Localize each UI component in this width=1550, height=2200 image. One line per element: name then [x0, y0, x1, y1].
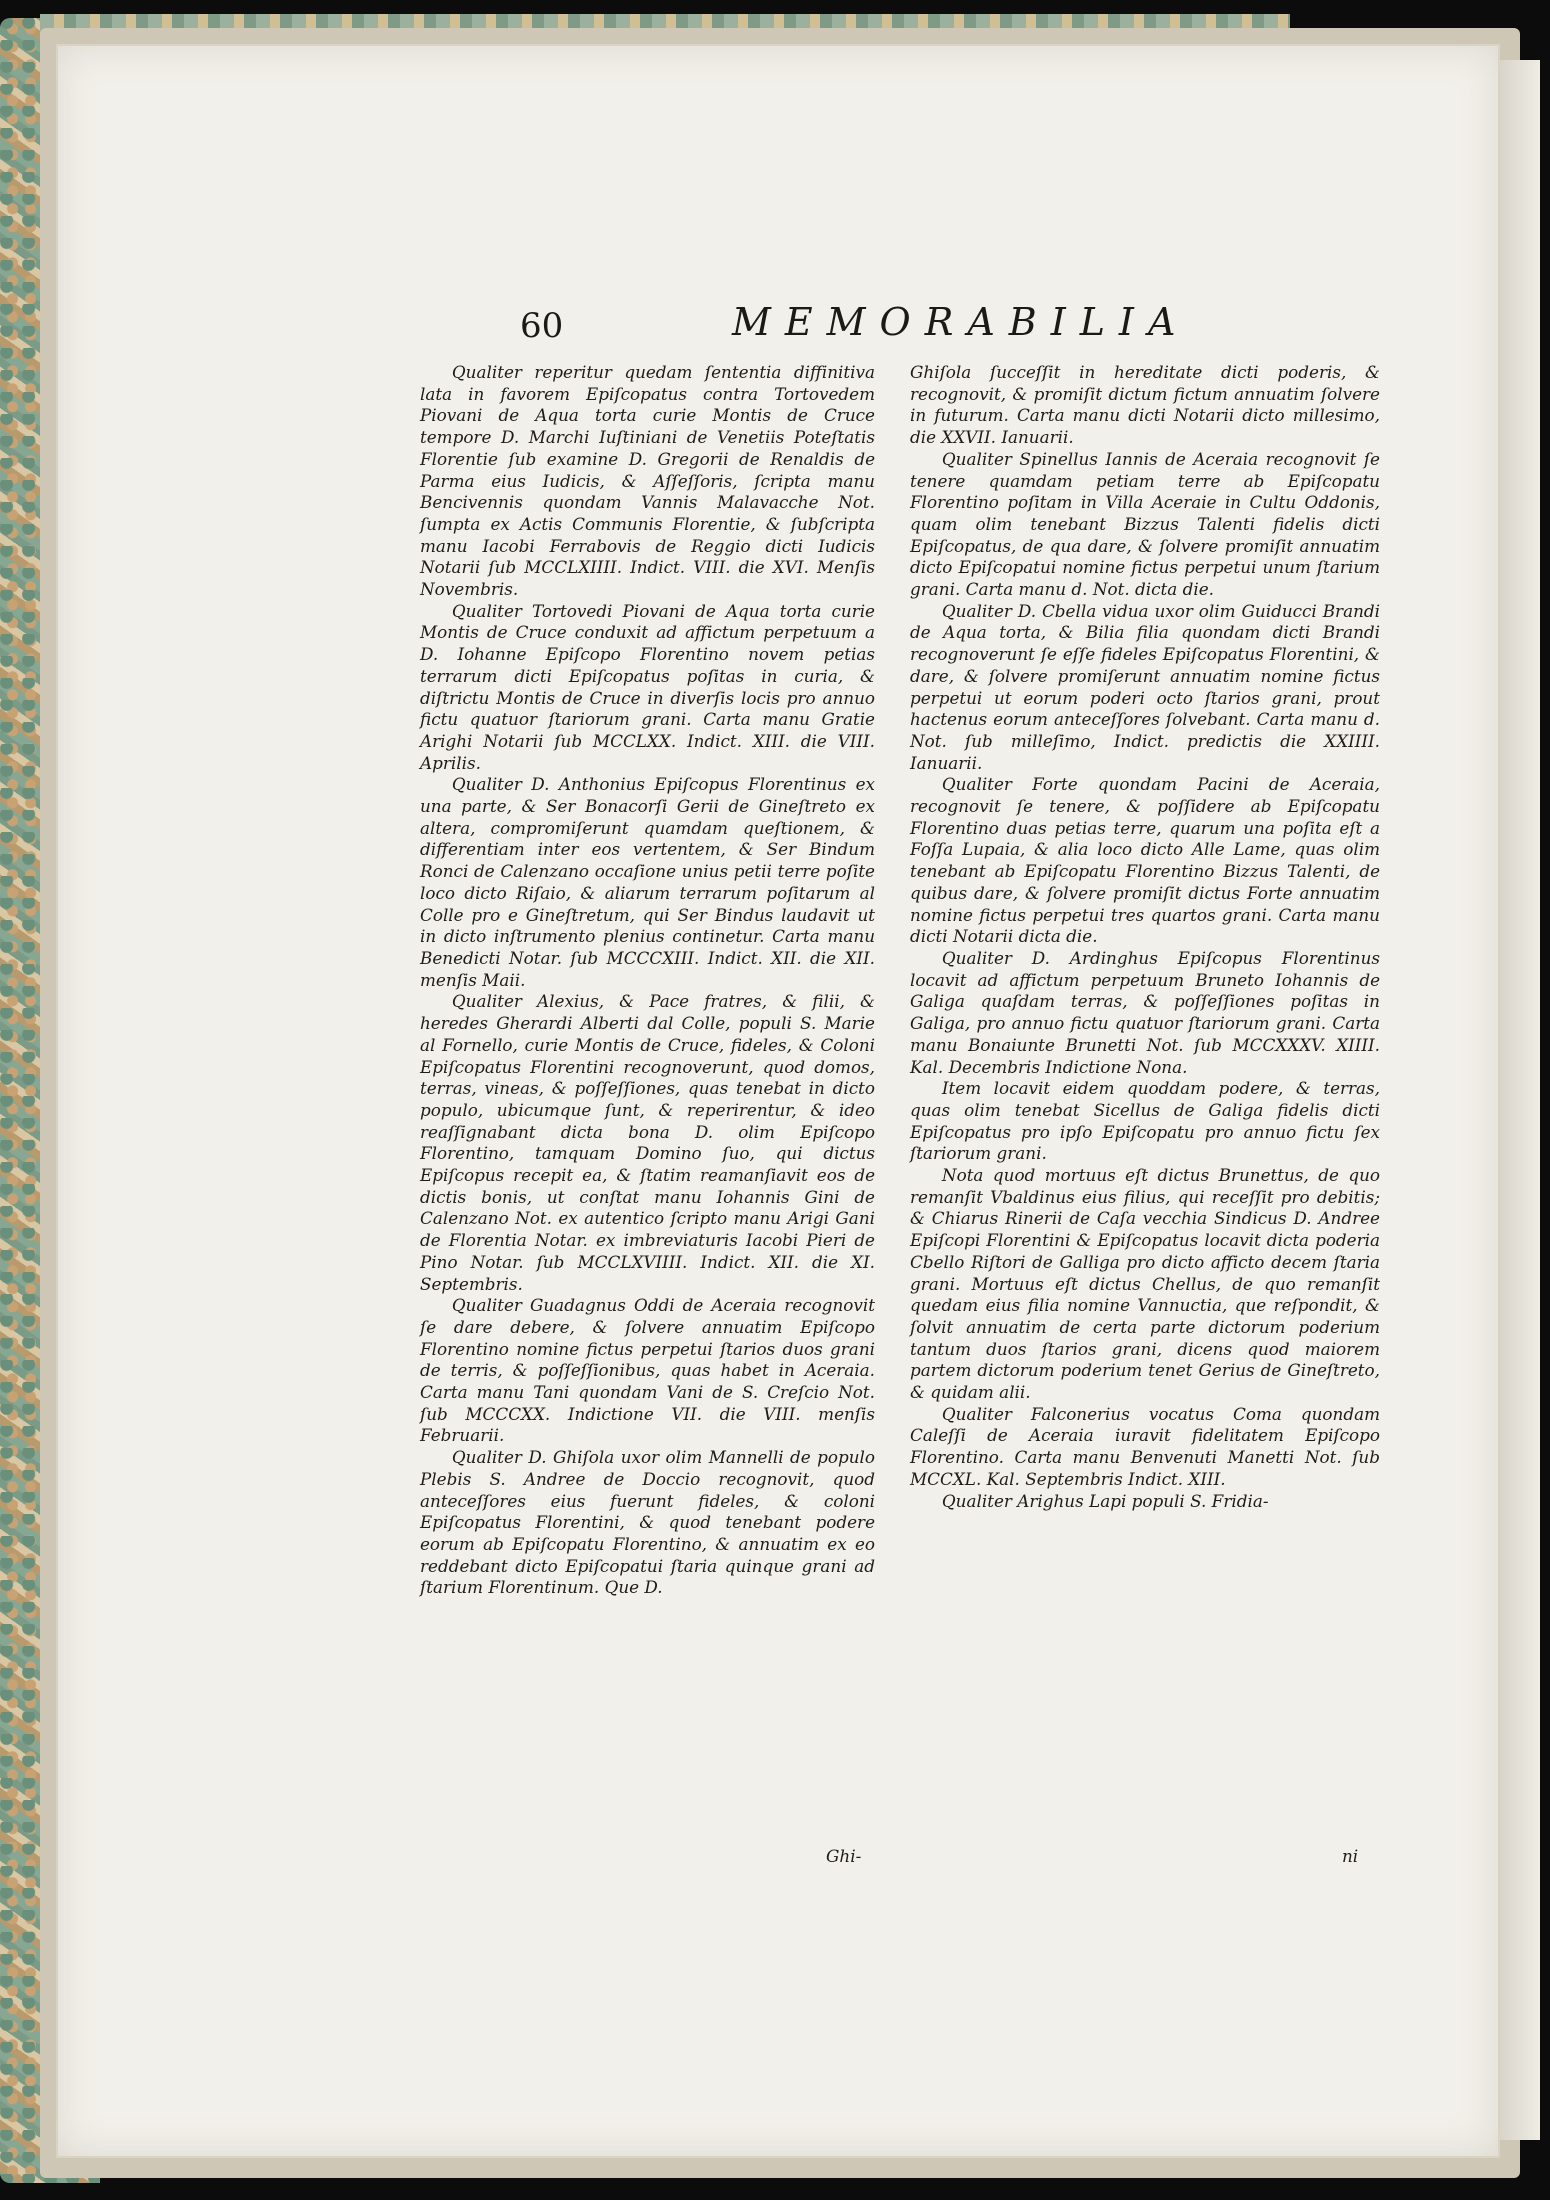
- entry-paragraph: Qualiter reperitur quedam ſententia diffinitiva lata in favorem Epiſcopatus contra Tortovedem Piovani de Aqua torta curie Montis de Cruce tempore D. Marchi Iuſtiniani de Venetiis Poteſtatis Florentie ſub examine D. Gregorii de Renaldis de Parma eius Iudicis, & Aſſeſſoris, ſcripta manu Bencivennis quondam Vannis Malavacche Not. ſumpta ex Actis Communis Florentie, & ſubſcripta manu Iacobi Ferrabovis de Reggio dicti Iudicis Notarii ſub MCCLXIIII. Indict. VIII. die XVI. Menſis Novembris.: [420, 362, 875, 600]
- entry-paragraph: Qualiter Forte quondam Pacini de Aceraia, recognovit ſe tenere, & poſſidere ab Epiſcopatu Florentino duas petias terre, quarum una poſita eſt a Foſſa Lupaia, & alia loco dicto Alle Lame, quas olim tenebant ab Epiſcopatu Florentino Bizzus Talenti, de quibus dare, & ſolvere promiſit dictus Forte annuatim nomine fictus perpetui tres quartos grani. Carta manu dicti Notarii dicta die.: [910, 774, 1380, 947]
- entry-paragraph: Item locavit eidem quoddam podere, & terras, quas olim tenebat Sicellus de Galiga fidelis dicti Epiſcopatus pro ipſo Epiſcopatu pro annuo fictu ſex ſtariorum grani.: [910, 1078, 1380, 1164]
- entry-paragraph: Qualiter Guadagnus Oddi de Aceraia recognovit ſe dare debere, & ſolvere annuatim Epiſcopo Florentino nomine fictus perpetui ſtarios duos grani de terris, & poſſeſſionibus, quas habet in Aceraia. Carta manu Tani quondam Vani de S. Creſcio Not. ſub MCCCXX. Indictione VII. die VIII. menſis Februarii.: [420, 1295, 875, 1446]
- entry-paragraph: Qualiter D. Cbella vidua uxor olim Guiducci Brandi de Aqua torta, & Bilia filia quondam dicti Brandi recognoverunt ſe eſſe fideles Epiſcopatus Florentini, & dare, & ſolvere promiſerunt annuatim nomine fictus perpetui ut eorum poderi octo ſtarios grani, prout hactenus eorum anteceſſores ſolvebant. Carta manu d. Not. ſub milleſimo, Indict. predictis die XXIIII. Ianuarii.: [910, 600, 1380, 773]
- running-title: MEMORABILIA: [732, 300, 1190, 344]
- entry-paragraph: Ghiſola ſucceſſit in hereditate dicti poderis, & recognovit, & promiſit dictum fictum annuatim ſolvere in futurum. Carta manu dicti Notarii dicto millesimo, die XXVII. Ianuarii.: [910, 362, 1380, 448]
- page-number: 60: [520, 306, 564, 346]
- entry-paragraph: Qualiter Arighus Lapi populi S. Fridia-: [941, 1490, 1269, 1511]
- next-leaf-edge: [1500, 60, 1540, 2140]
- left-column: [420, 362, 875, 1599]
- page-header: [520, 300, 1190, 346]
- entry-paragraph: Qualiter Spinellus Iannis de Aceraia recognovit ſe tenere quamdam petiam terre ab Epiſcopatu Florentino poſitam in Villa Aceraie in Cultu Oddonis, quam olim tenebant Bizzus Talenti fidelis dicti Epiſcopatus, de qua dare, & ſolvere promiſit annuatim dicto Epiſcopatui nomine fictus perpetui unum ſtarium grani. Carta manu d. Not. dicta die.: [910, 448, 1380, 600]
- entry-paragraph: Qualiter D. Anthonius Epiſcopus Florentinus ex una parte, & Ser Bonacorſi Gerii de Gineſtreto ex altera, compromiſerunt quamdam queſtionem, & differentiam inter eos vertentem, & Ser Bindum Ronci de Calenzano occaſione unius petii terre poſite loco dicto Riſaio, & aliarum terrarum poſitarum al Colle pro e Gineſtretum, qui Ser Bindus laudavit ut in dicto inſtrumento plenius continetur. Carta manu Benedicti Notar. ſub MCCCXIII. Indict. XII. die XII. menſis Maii.: [420, 774, 875, 990]
- entry-paragraph: Qualiter D. Ardinghus Epiſcopus Florentinus locavit ad affictum perpetuum Bruneto Iohannis de Galiga quaſdam terras, & poſſeſſiones poſitas in Galiga, pro annuo fictu quatuor ſtariorum grani. Carta manu Bonaiunte Brunetti Not. ſub MCCXXXV. XIIII. Kal. Decembris Indictione Nona.: [910, 947, 1380, 1077]
- entry-paragraph: Nota quod mortuus eſt dictus Brunettus, de quo remanſit Vbaldinus eius filius, qui receſſit pro debitis; & Chiarus Rinerii de Caſa vecchia Sindicus D. Andree Epiſcopi Florentini & Epiſcopatus locavit dicta poderia Cbello Riſtori de Galliga pro dicto afficto decem ſtaria grani. Mortuus eſt dictus Chellus, de quo remanſit quedam eius filia nomine Vannuctia, que reſpondit, & ſolvit annuatim de certa parte dictorum poderium tantum duos ſtarios grani, dicens quod maiorem partem dictorum poderium tenet Gerius de Gineſtreto, & quidam alii.: [910, 1165, 1380, 1403]
- entry-paragraph: Qualiter Tortovedi Piovani de Aqua torta curie Montis de Cruce conduxit ad affictum perpetuum a D. Iohanne Epiſcopo Florentino novem petias terrarum dicti Epiſcopatus poſitas in curia, & diſtrictu Montis de Cruce in diverſis locis pro annuo fictu quatuor ſtariorum grani. Carta manu Gratie Arighi Notarii ſub MCCLXX. Indict. XIII. die VIII. Aprilis.: [420, 600, 875, 773]
- entry-paragraph: Qualiter Falconerius vocatus Coma quondam Caleſſi de Aceraia iuravit fidelitatem Epiſcopo Florentino. Carta manu Benvenuti Manetti Not. ſub MCCXL. Kal. Septembris Indict. XIII.: [910, 1403, 1380, 1489]
- entry-paragraph: Qualiter Alexius, & Pace fratres, & filii, & heredes Gherardi Alberti dal Colle, populi S. Marie al Fornello, curie Montis de Cruce, fideles, & Coloni Epiſcopatus Florentini recognoverunt, quod domos, terras, vineas, & poſſeſſiones, quas tenebat in dicto populo, ubicumque ſunt, & reperirentur, & ideo reaſſignabant dicta bona D. olim Epiſcopo Florentino, tamquam Domino ſuo, qui dictus Epiſcopus recepit ea, & ſtatim reamanſiavit eos de dictis bonis, ut conſtat manu Iohannis Gini de Calenzano Not. ex autentico ſcripto manu Arigi Gani de Florentia Notar. ex imbreviaturis Iacobi Pieri de Pino Notar. ſub MCCLXVIIII. Indict. XII. die XI. Septembris.: [420, 991, 875, 1294]
- right-column: [910, 362, 1380, 1512]
- right-catchword: ni: [1342, 1846, 1359, 1866]
- left-catchword: Ghi-: [826, 1846, 862, 1866]
- entry-paragraph: Qualiter D. Ghiſola uxor olim Mannelli de populo Plebis S. Andree de Doccio recognovit, quod anteceſſores eius fuerunt fideles, & coloni Epiſcopatus Florentini, & quod tenebant podere eorum ab Epiſcopatu Florentino, & annuatim ex eo reddebant dicto Epiſcopatui ſtaria quinque grani ad ſtarium Florentinum. Que D.: [420, 1447, 875, 1598]
